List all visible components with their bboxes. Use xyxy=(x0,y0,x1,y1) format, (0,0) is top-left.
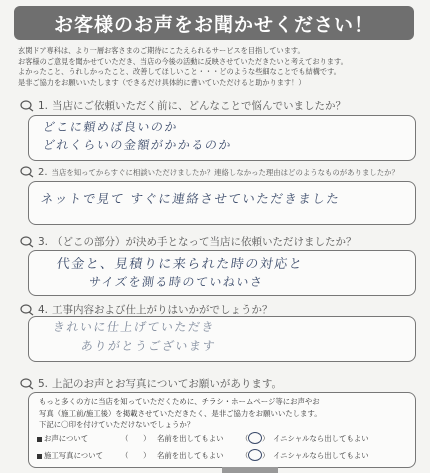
option-name-ok[interactable]: 名前を出してもよい xyxy=(157,451,224,460)
circle-mark-icon xyxy=(248,449,262,461)
row-label: お声について xyxy=(44,434,89,443)
answer-box-1[interactable] xyxy=(28,115,416,161)
question-3 xyxy=(20,234,414,249)
intro-line: よかったこと、うれしかったこと、改善してほしいこと・・・どのような些細なことでも結構です。 xyxy=(18,67,341,77)
speech-bubble-icon xyxy=(20,100,34,112)
question-2 xyxy=(20,166,414,178)
speech-bubble-icon xyxy=(20,378,34,390)
option-initial-ok[interactable]: イニシャルなら出してもよい xyxy=(273,434,369,443)
intro-line: 是非ご協力をお願いいたします（できるだけ具体的に書いていただけると助かります！） xyxy=(18,77,306,87)
option-paren-close: ） xyxy=(262,451,270,460)
permission-row-photo xyxy=(37,450,103,462)
question-number: 5. xyxy=(38,377,49,390)
question-text: 当店にご依頼いただく前に、どんなことで悩んでいましたか？ xyxy=(52,100,347,112)
permission-text-line: 下記に〇印を付けていただけないでしょうか？ xyxy=(39,420,195,429)
question-4 xyxy=(20,302,414,317)
handwritten-answer: ネットで見て すぐに連絡させていただきました xyxy=(39,191,342,206)
answer-box-3[interactable] xyxy=(28,250,416,296)
handwritten-answer: ありがとうございます xyxy=(79,339,217,353)
handwritten-answer: どれくらいの金額がかかるのか xyxy=(41,138,233,152)
handwritten-answer: どこに頼めば良いのか xyxy=(41,120,179,134)
handwritten-answer: サイズを測る時のていねいさ xyxy=(87,275,265,289)
speech-bubble-icon xyxy=(20,236,34,248)
permission-text-line: もっと多くの方に当店を知っていただくために、チラシ・ホームページ等にお声やお xyxy=(39,397,320,406)
question-text: 当店を知ってからすぐに相談いただけましたか？連絡しなかった理由はどのようなものがありましたか？ xyxy=(51,167,399,177)
answer-box-4[interactable] xyxy=(28,316,416,362)
question-number: 1. xyxy=(38,99,49,112)
circle-mark-icon xyxy=(248,432,262,444)
option-name-ok[interactable]: 名前を出してもよい xyxy=(157,434,224,443)
permission-text-line: 写真（施工前/施工後）を掲載させていただきたく、是非ご協力をお願いいたします。 xyxy=(39,408,322,418)
question-5 xyxy=(20,376,414,391)
speech-bubble-icon xyxy=(20,166,34,178)
answer-box-2[interactable] xyxy=(28,181,416,225)
bullet-square-icon xyxy=(37,454,42,459)
question-1 xyxy=(20,98,414,113)
question-text: 上記のお声とお写真についてお願いがあります。 xyxy=(52,378,282,390)
choice-paren[interactable]: （ ） xyxy=(121,434,151,443)
row-label: 施工写真について xyxy=(44,451,103,460)
choice-paren[interactable]: （ ） xyxy=(121,451,151,460)
handwritten-answer: 代金と、見積りに来られた時の対応と xyxy=(55,257,305,272)
option-paren-close: ） xyxy=(262,434,270,443)
question-text: 工事内容および仕上がりはいかがでしょうか？ xyxy=(52,304,273,316)
option-paren-initial[interactable]: （ xyxy=(241,434,249,443)
photo-permission-box xyxy=(28,392,416,468)
bullet-square-icon xyxy=(37,437,42,442)
form-title-banner xyxy=(14,6,414,40)
intro-line: お客様のご意見を聞かせていただき、当店の今後の活動に反映させていただきたいと考えております。 xyxy=(18,56,348,66)
speech-bubble-icon xyxy=(20,304,34,316)
form-title: お客様のお声をお聞かせください！ xyxy=(53,13,374,36)
question-text: （どこの部分）が決め手となって当店に依頼いただけましたか？ xyxy=(52,236,357,248)
permission-row-voice xyxy=(37,433,88,445)
bottom-stamp-mark xyxy=(222,467,278,473)
option-paren-initial[interactable]: （ xyxy=(241,451,249,460)
question-number: 2. xyxy=(38,166,48,178)
intro-paragraph xyxy=(18,46,414,88)
option-initial-ok[interactable]: イニシャルなら出してもよい xyxy=(273,451,369,460)
question-number: 4. xyxy=(38,303,49,316)
intro-line: 玄関ドア専科は、より一層お客さまのご期待にこたえられるサービスを目指しています。 xyxy=(18,46,305,55)
question-number: 3. xyxy=(38,235,49,248)
handwritten-answer: きれいに仕上げていただき xyxy=(51,320,216,334)
